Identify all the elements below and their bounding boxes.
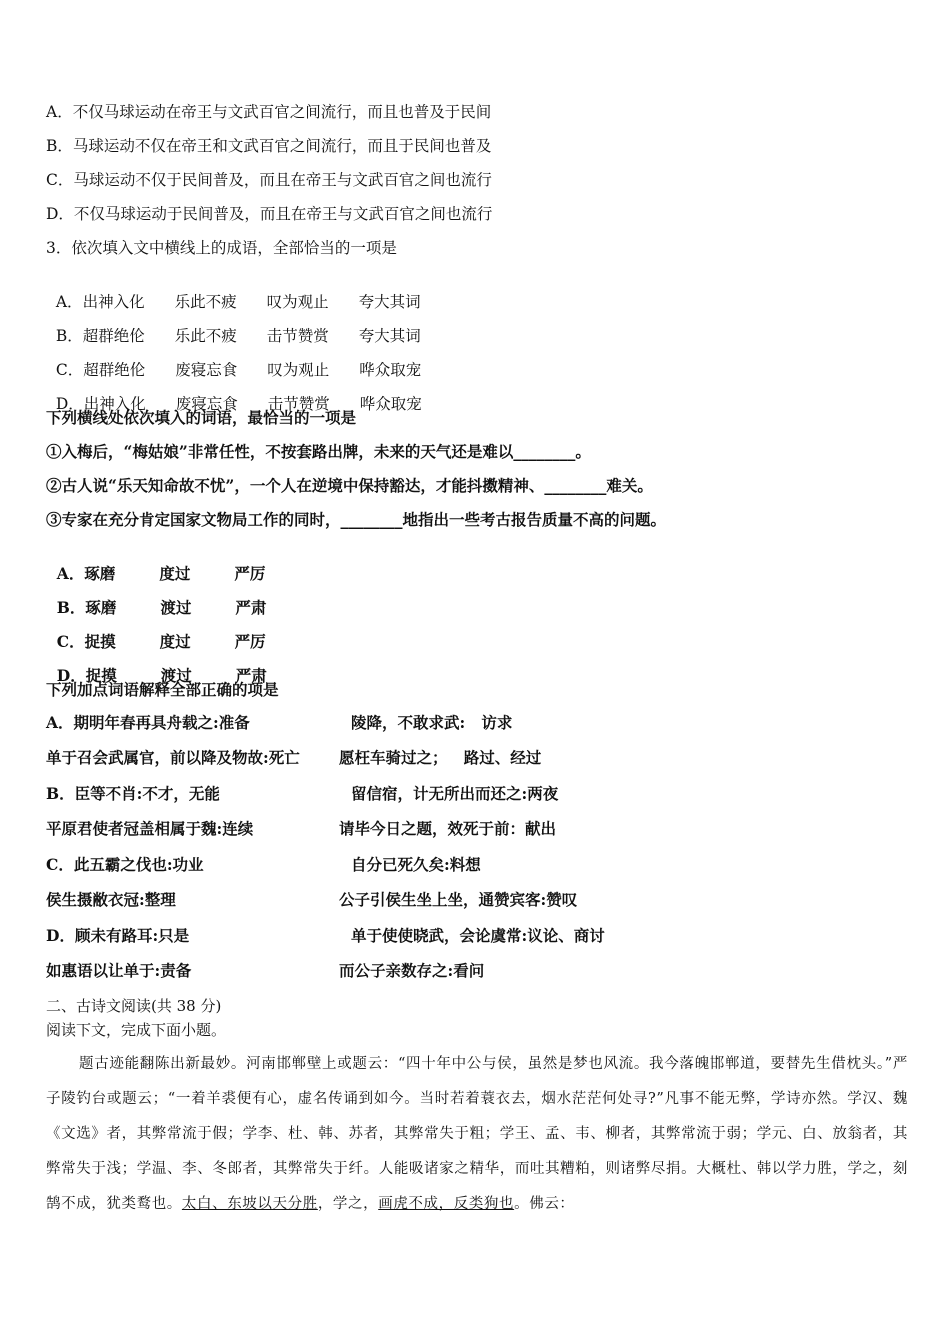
q3-option-d: D．出神入化 废寝忘食 击节赞赏 哗众取宠 (55, 395, 422, 413)
q2-option-a: A．不仅马球运动在帝王与文武百官之间流行，而且也普及于民间 (46, 103, 492, 121)
section-heading: 二、古诗文阅读(共 38 分) (46, 997, 222, 1015)
q5-row-right: 陵降，不敢求武: 访求 (351, 713, 513, 732)
q5-row-right: 留信宿，计无所出而还之:两夜 (351, 784, 559, 803)
q3-option-a: A．出神入化 乐此不疲 叹为观止 夸大其词 (55, 293, 421, 311)
underlined-phrase: 画虎不成，反类狗也 (378, 1196, 515, 1212)
q4-stem: 下列横线处依次填入的词语，最恰当的一项是 (46, 408, 357, 427)
q5-row-left: D．顾未有路耳:只是 (46, 926, 190, 945)
reading-instruction: 阅读下文，完成下面小题。 (46, 1021, 227, 1039)
q2-option-b: B．马球运动不仅在帝王和文武百官之间流行，而且于民间也普及 (46, 137, 492, 155)
q5-row-left: A．期明年春再具舟载之:准备 (46, 713, 250, 732)
q5-row-left: 如惠语以让单于:责备 (46, 961, 192, 980)
q4-item-1: ①入梅后，“梅姑娘”非常任性，不按套路出牌，未来的天气还是难以________。 (46, 442, 591, 461)
q5-row-right: 愿枉车骑过之； 路过、经过 (339, 748, 542, 767)
q5-row-left: 平原君使者冠盖相属于魏:连续 (46, 819, 254, 838)
q3-option-b: B．超群绝伦 乐此不疲 击节赞赏 夸大其词 (55, 327, 421, 345)
passage-text: 。佛云： (514, 1196, 575, 1212)
underlined-phrase: 太白、东坡以天分胜 (181, 1196, 318, 1212)
q3-stem: 3．依次填入文中横线上的成语，全部恰当的一项是 (46, 239, 397, 257)
q4-option-a: A．琢磨 度过 严厉 (56, 564, 266, 583)
q3-option-c: C．超群绝伦 废寝忘食 叹为观止 哗众取宠 (55, 361, 422, 379)
q5-stem: 下列加点词语解释全部正确的项是 (46, 680, 279, 699)
q4-option-c: C．捉摸 度过 严厉 (56, 632, 266, 651)
q5-row-right: 单于使使晓武，会论虞常:议论、商讨 (351, 926, 605, 945)
passage-text: 题古迹能翻陈出新最妙。河南邯郸壁上或题云：“四十年中公与侯，虽然是梦也风流。我今落魄邯郸道，要替先生借枕头。”严子陵钓台或题云；“一着羊裘便有心，虚名传诵到如今。当时若着蓑衣去，烟水茫茫何处寻?”凡事不能无弊，学诗亦然。学汉、魏《文选》者，其弊常流于假；学李、杜、韩、苏者，其弊常失于粗；学王、孟、韦、柳者，其弊常流于弱；学元、白、放翁者，其弊常失于浅；学温、李、冬郎者，其弊常失于纤。人能吸诸家之精华，而吐其糟粕，则诸弊尽捐。大概杜、韩以学力胜，学之，刻鹄不成，犹类鹜也。 (46, 1056, 908, 1212)
q5-row-right: 自分已死久矣:料想 (351, 855, 481, 874)
q2-option-c: C．马球运动不仅于民间普及，而且在帝王与文武百官之间也流行 (46, 171, 492, 189)
reading-passage (46, 1047, 908, 1222)
q2-option-d: D．不仅马球运动于民间普及，而且在帝王与文武百官之间也流行 (46, 205, 493, 223)
q5-row-right: 请毕今日之题，效死于前：献出 (339, 819, 557, 838)
q5-row-left: 单于召会武属官，前以降及物故:死亡 (46, 748, 300, 767)
passage-text: ，学之， (317, 1196, 379, 1212)
q4-item-2: ②古人说“乐天知命故不忧”，一个人在逆境中保持豁达，才能抖擞精神、________难关。 (46, 476, 653, 495)
q5-row-right: 公子引侯生坐上坐，通赞宾客:赞叹 (339, 890, 578, 909)
q5-row-left: B．臣等不肖:不才，无能 (46, 784, 220, 803)
q4-option-d: D．捉摸 渡过 严肃 (56, 666, 267, 685)
q5-row-left: 侯生摄敝衣冠:整理 (46, 890, 176, 909)
q5-row-right: 而公子亲数存之:看问 (339, 961, 485, 980)
q4-item-3: ③专家在充分肯定国家文物局工作的同时，________地指出一些考古报告质量不高的问题。 (46, 510, 667, 529)
q4-option-b: B．琢磨 渡过 严肃 (56, 598, 267, 617)
q5-row-left: C．此五霸之伐也:功业 (46, 855, 204, 874)
